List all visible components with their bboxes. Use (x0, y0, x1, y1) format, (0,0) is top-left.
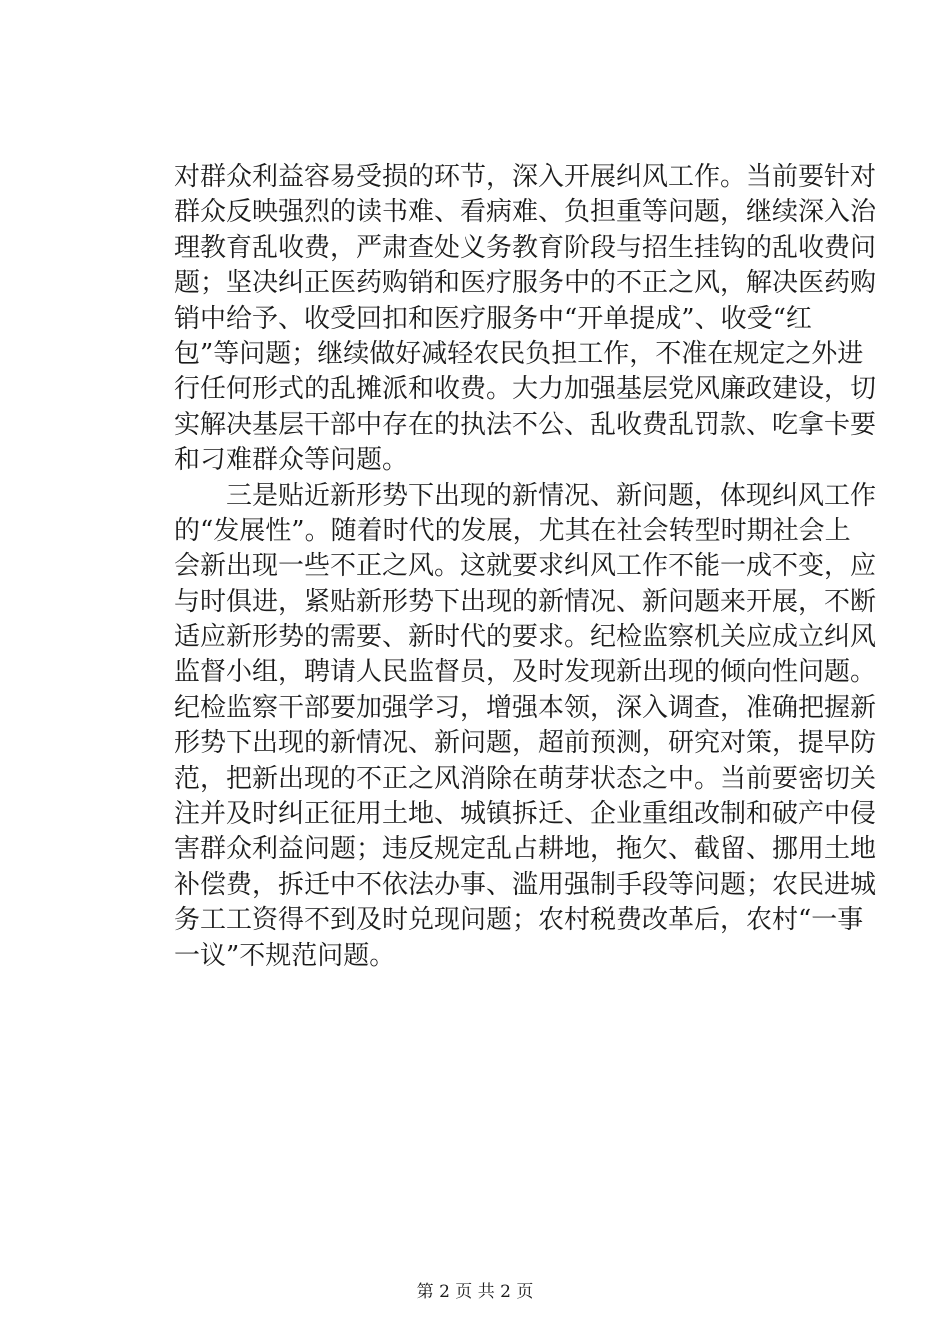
paragraph-line: 的“发展性”。随着时代的发展，尤其在社会转型时期社会上 (174, 515, 851, 546)
paragraph-line: 题；坚决纠正医药购销和医疗服务中的不正之风，解决医药购 (174, 268, 877, 299)
paragraph-line: 实解决基层干部中存在的执法不公、乱收费乱罚款、吃拿卡要 (174, 409, 877, 440)
paragraph-line: 害群众利益问题；违反规定乱占耕地，拖欠、截留、挪用土地 (174, 834, 877, 865)
paragraph-line: 一议”不规范问题。 (174, 940, 396, 971)
paragraph-line: 和刁难群众等问题。 (174, 445, 409, 476)
page-number-label: 第 2 页 共 2 页 (416, 1282, 534, 1302)
paragraph-1 (174, 160, 877, 479)
paragraph-line: 注并及时纠正征用土地、城镇拆迁、企业重组改制和破产中侵 (174, 799, 877, 830)
paragraph-line: 对群众利益容易受损的环节，深入开展纠风工作。当前要针对 (174, 162, 877, 192)
paragraph-line: 监督小组，聘请人民监督员，及时发现新出现的倾向性问题。 (174, 657, 877, 688)
paragraph-line-indented: 三是贴近新形势下出现的新情况、新问题，体现纠风工作 (226, 480, 877, 511)
paragraph-line: 会新出现一些不正之风。这就要求纠风工作不能一成不变，应 (174, 551, 877, 582)
paragraph-line: 纪检监察干部要加强学习，增强本领，深入调查，准确把握新 (174, 692, 877, 723)
paragraph-line: 销中给予、收受回扣和医疗服务中“开单提成”、收受“红 (174, 303, 812, 334)
page-footer (0, 1281, 950, 1303)
paragraph-line: 群众反映强烈的读书难、看病难、负担重等问题，继续深入治 (174, 197, 877, 228)
paragraph-line: 务工工资得不到及时兑现问题；农村税费改革后，农村“一事 (174, 905, 864, 936)
document-body (174, 160, 877, 974)
paragraph-line: 形势下出现的新情况、新问题，超前预测，研究对策，提早防 (174, 728, 877, 759)
paragraph-line: 与时俱进，紧贴新形势下出现的新情况、新问题来开展，不断 (174, 586, 877, 617)
paragraph-line: 理教育乱收费，严肃查处义务教育阶段与招生挂钩的乱收费问 (174, 232, 877, 263)
paragraph-line: 包”等问题；继续做好减轻农民负担工作，不准在规定之外进 (174, 338, 864, 369)
paragraph-line: 行任何形式的乱摊派和收费。大力加强基层党风廉政建设，切 (174, 374, 877, 405)
paragraph-line: 适应新形势的需要、新时代的要求。纪检监察机关应成立纠风 (174, 622, 877, 653)
paragraph-line: 范，把新出现的不正之风消除在萌芽状态之中。当前要密切关 (174, 763, 877, 794)
paragraph-2 (174, 479, 877, 974)
paragraph-line: 补偿费，拆迁中不依法办事、滥用强制手段等问题；农民进城 (174, 869, 877, 900)
